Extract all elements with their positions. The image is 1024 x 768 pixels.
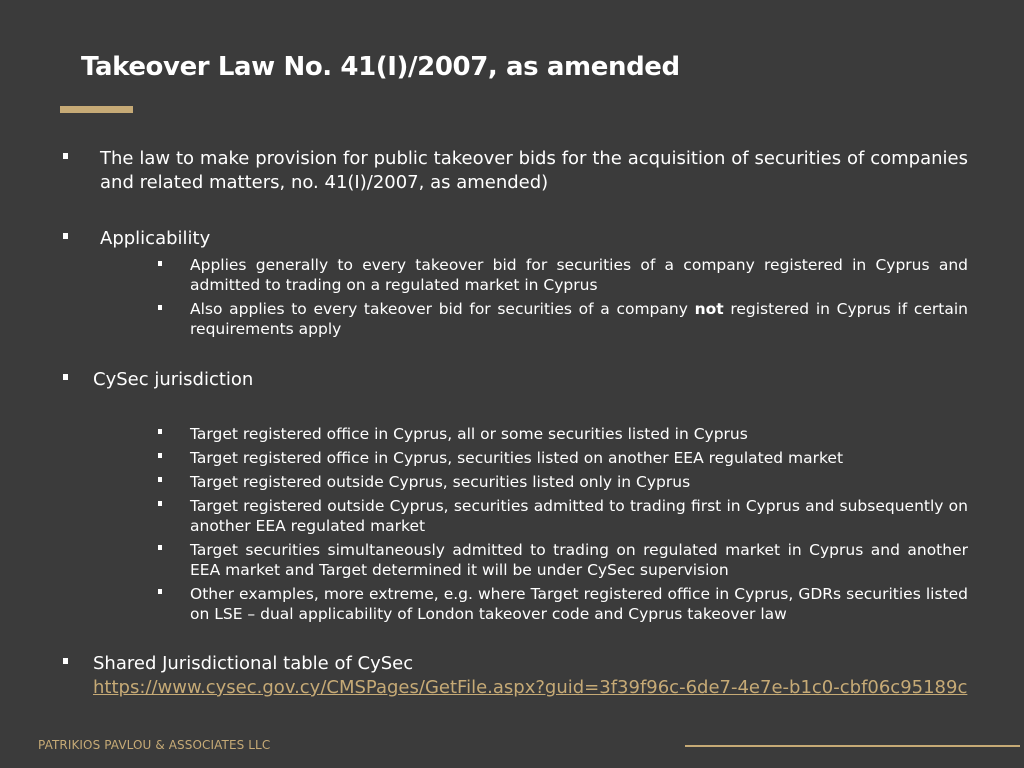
bullet-shared: Shared Jurisdictional table of CySec: [93, 653, 414, 674]
jurisdiction-item-2: Target registered office in Cyprus, securities listed on another EEA regulated market: [190, 449, 844, 467]
sub-bullet-marker: [158, 305, 162, 310]
bullet-marker: [63, 658, 68, 664]
sub-bullet-marker: [158, 453, 162, 458]
bullet-marker: [63, 374, 68, 380]
jurisdiction-item-5: Target securities simultaneously admitted to trading on regulated market in Cyprus and another EEA market and Target determined it will be under CySec supervision: [190, 541, 968, 579]
title-underline: [60, 106, 133, 113]
jurisdiction-item-4: Target registered outside Cyprus, securities admitted to trading first in Cyprus and subsequently on another EEA regulated market: [190, 497, 968, 535]
footer-rule: [685, 745, 1020, 747]
bullet-jurisdiction: CySec jurisdiction: [93, 369, 254, 390]
sub-bullet-marker: [158, 501, 162, 506]
bullet-marker: [63, 153, 68, 159]
applicability-item-1: Applies generally to every takeover bid for securities of a company registered in Cyprus and admitted to trading on a regulated market in Cyprus: [190, 256, 968, 294]
jurisdiction-item-1: Target registered office in Cyprus, all or some securities listed in Cyprus: [190, 425, 748, 443]
shared-table-link[interactable]: https://www.cysec.gov.cy/CMSPages/GetFile.aspx?guid=3f39f96c-6de7-4e7e-b1c0-cbf06c95189c: [93, 677, 968, 698]
footer-company: PATRIKIOS PAVLOU & ASSOCIATES LLC: [38, 738, 271, 752]
applicability-item-2: Also applies to every takeover bid for securities of a company not registered in Cyprus if certain requirements apply: [190, 300, 968, 338]
sub-bullet-marker: [158, 545, 162, 550]
bullet-marker: [63, 233, 68, 239]
sub-bullet-marker: [158, 589, 162, 594]
jurisdiction-item-3: Target registered outside Cyprus, securities listed only in Cyprus: [190, 473, 691, 491]
sub-bullet-marker: [158, 261, 162, 266]
jurisdiction-item-6: Other examples, more extreme, e.g. where Target registered office in Cyprus, GDRs securities listed on LSE – dual applicability of London takeover code and Cyprus takeover law: [190, 585, 968, 623]
bullet-law: The law to make provision for public takeover bids for the acquisition of securities of companies and related matters, no. 41(I)/2007, as amended): [100, 148, 968, 193]
bullet-applicability: Applicability: [100, 228, 211, 249]
sub-bullet-marker: [158, 429, 162, 434]
page-title: Takeover Law No. 41(I)/2007, as amended: [81, 52, 680, 82]
sub-bullet-marker: [158, 477, 162, 482]
